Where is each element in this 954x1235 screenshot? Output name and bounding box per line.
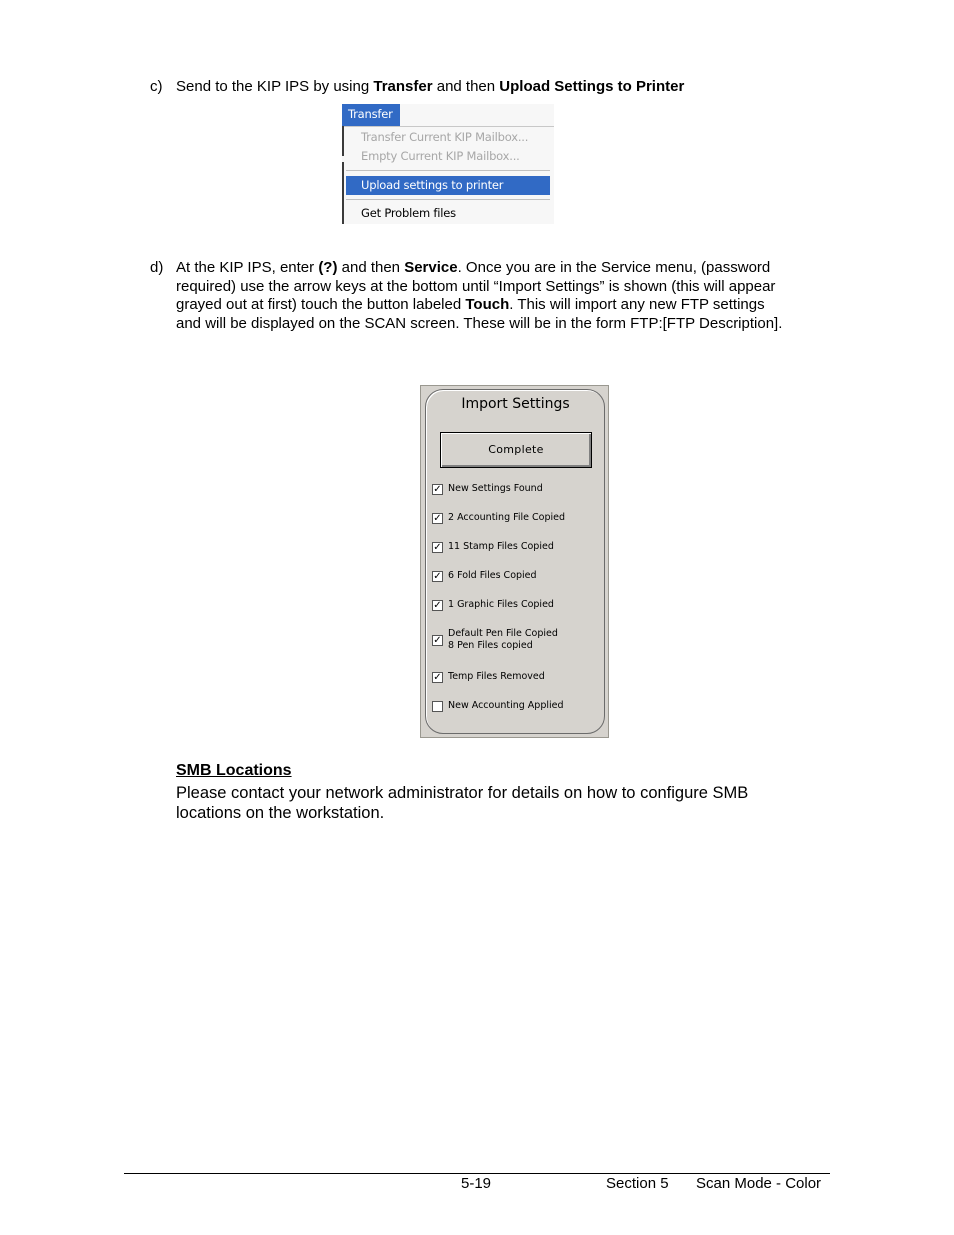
smb-paragraph bbox=[176, 783, 816, 823]
step-d-line-4: and will be displayed on the SCAN screen. These will be in the form FTP:[FTP Description]. bbox=[176, 314, 783, 332]
import-item-label: 2 Accounting File Copied bbox=[448, 512, 566, 523]
checkbox-checked[interactable]: ✓ bbox=[433, 600, 442, 611]
transfer-menu-title[interactable]: Transfer bbox=[342, 104, 400, 126]
import-item-label: New Settings Found bbox=[448, 483, 543, 494]
transfer-menu-screenshot bbox=[342, 104, 554, 224]
step-c-text-1: Send to the KIP IPS by using bbox=[176, 78, 374, 95]
menu-item-upload-settings[interactable]: Upload settings to printer bbox=[346, 176, 550, 195]
checkbox-checked[interactable]: ✓ bbox=[433, 571, 442, 582]
checkbox-checked[interactable]: ✓ bbox=[433, 542, 442, 553]
smb-line-1: Please contact your network administrator for details on how to configure SMB bbox=[176, 784, 749, 802]
import-item-label: New Accounting Applied bbox=[448, 700, 564, 711]
import-item-label: 6 Fold Files Copied bbox=[448, 570, 537, 581]
menu-item-transfer-mailbox[interactable]: Transfer Current KIP Mailbox... bbox=[361, 130, 529, 144]
footer-section: Section 5 bbox=[606, 1175, 669, 1192]
import-item-new-settings bbox=[432, 484, 602, 498]
complete-button[interactable]: Complete bbox=[440, 432, 592, 468]
import-item-graphic bbox=[432, 600, 602, 614]
import-item-fold bbox=[432, 571, 602, 585]
import-item-label-2: 8 Pen Files copied bbox=[448, 640, 533, 651]
import-settings-title: Import Settings bbox=[461, 396, 570, 412]
checkbox-unchecked[interactable] bbox=[432, 701, 443, 712]
footer-page-number: 5-19 bbox=[461, 1175, 492, 1192]
smb-heading: SMB Locations bbox=[176, 762, 292, 779]
step-d-line-3 bbox=[176, 296, 782, 315]
import-item-accounting-applied bbox=[432, 701, 602, 715]
footer-title: Scan Mode - Color bbox=[696, 1175, 822, 1192]
step-d-line3-a: grayed out at first) touch the button labeled bbox=[176, 296, 466, 313]
import-item-label: 11 Stamp Files Copied bbox=[448, 541, 554, 552]
step-c-bold-upload: Upload Settings to Printer bbox=[499, 78, 685, 95]
import-item-stamp bbox=[432, 542, 602, 556]
step-c-bold-transfer: Transfer bbox=[373, 78, 433, 95]
import-item-accounting bbox=[432, 513, 602, 527]
smb-line-2: locations on the workstation. bbox=[176, 804, 385, 822]
step-d-line-1 bbox=[176, 259, 782, 278]
step-d-label: d) bbox=[150, 259, 164, 276]
checkbox-checked[interactable]: ✓ bbox=[433, 484, 442, 495]
step-c-text bbox=[176, 78, 684, 97]
step-c-text-2: and then bbox=[432, 78, 500, 95]
menu-item-get-problem-files[interactable]: Get Problem files bbox=[361, 206, 456, 220]
import-item-label: 1 Graphic Files Copied bbox=[448, 599, 554, 610]
step-d-bold-service: Service bbox=[404, 259, 458, 276]
checkbox-checked[interactable]: ✓ bbox=[433, 513, 442, 524]
import-settings-screenshot bbox=[420, 385, 609, 738]
checkbox-checked[interactable]: ✓ bbox=[433, 672, 442, 683]
step-d-line1-e: . Once you are in the Service menu, (password bbox=[457, 259, 771, 276]
menu-separator bbox=[346, 199, 550, 200]
import-item-label: Default Pen File Copied bbox=[448, 628, 558, 639]
menu-separator bbox=[346, 170, 550, 171]
import-item-label: Temp Files Removed bbox=[448, 671, 545, 682]
step-d-line1-a: At the KIP IPS, enter bbox=[176, 259, 319, 276]
import-item-temp bbox=[432, 672, 602, 686]
step-d-bold-help: (?) bbox=[318, 259, 338, 276]
step-d-text bbox=[176, 259, 782, 333]
step-d-line3-c: . This will import any new FTP settings bbox=[509, 296, 765, 313]
step-d-line-2: required) use the arrow keys at the bottom until “Import Settings” is shown (this will appear bbox=[176, 277, 776, 295]
step-d-bold-touch: Touch bbox=[465, 296, 510, 313]
step-d-line1-c: and then bbox=[337, 259, 405, 276]
import-item-pen bbox=[432, 628, 602, 661]
menu-item-empty-mailbox[interactable]: Empty Current KIP Mailbox... bbox=[361, 149, 520, 163]
footer-rule bbox=[124, 1173, 830, 1174]
step-c-label: c) bbox=[150, 78, 163, 95]
checkbox-checked[interactable]: ✓ bbox=[433, 635, 442, 646]
